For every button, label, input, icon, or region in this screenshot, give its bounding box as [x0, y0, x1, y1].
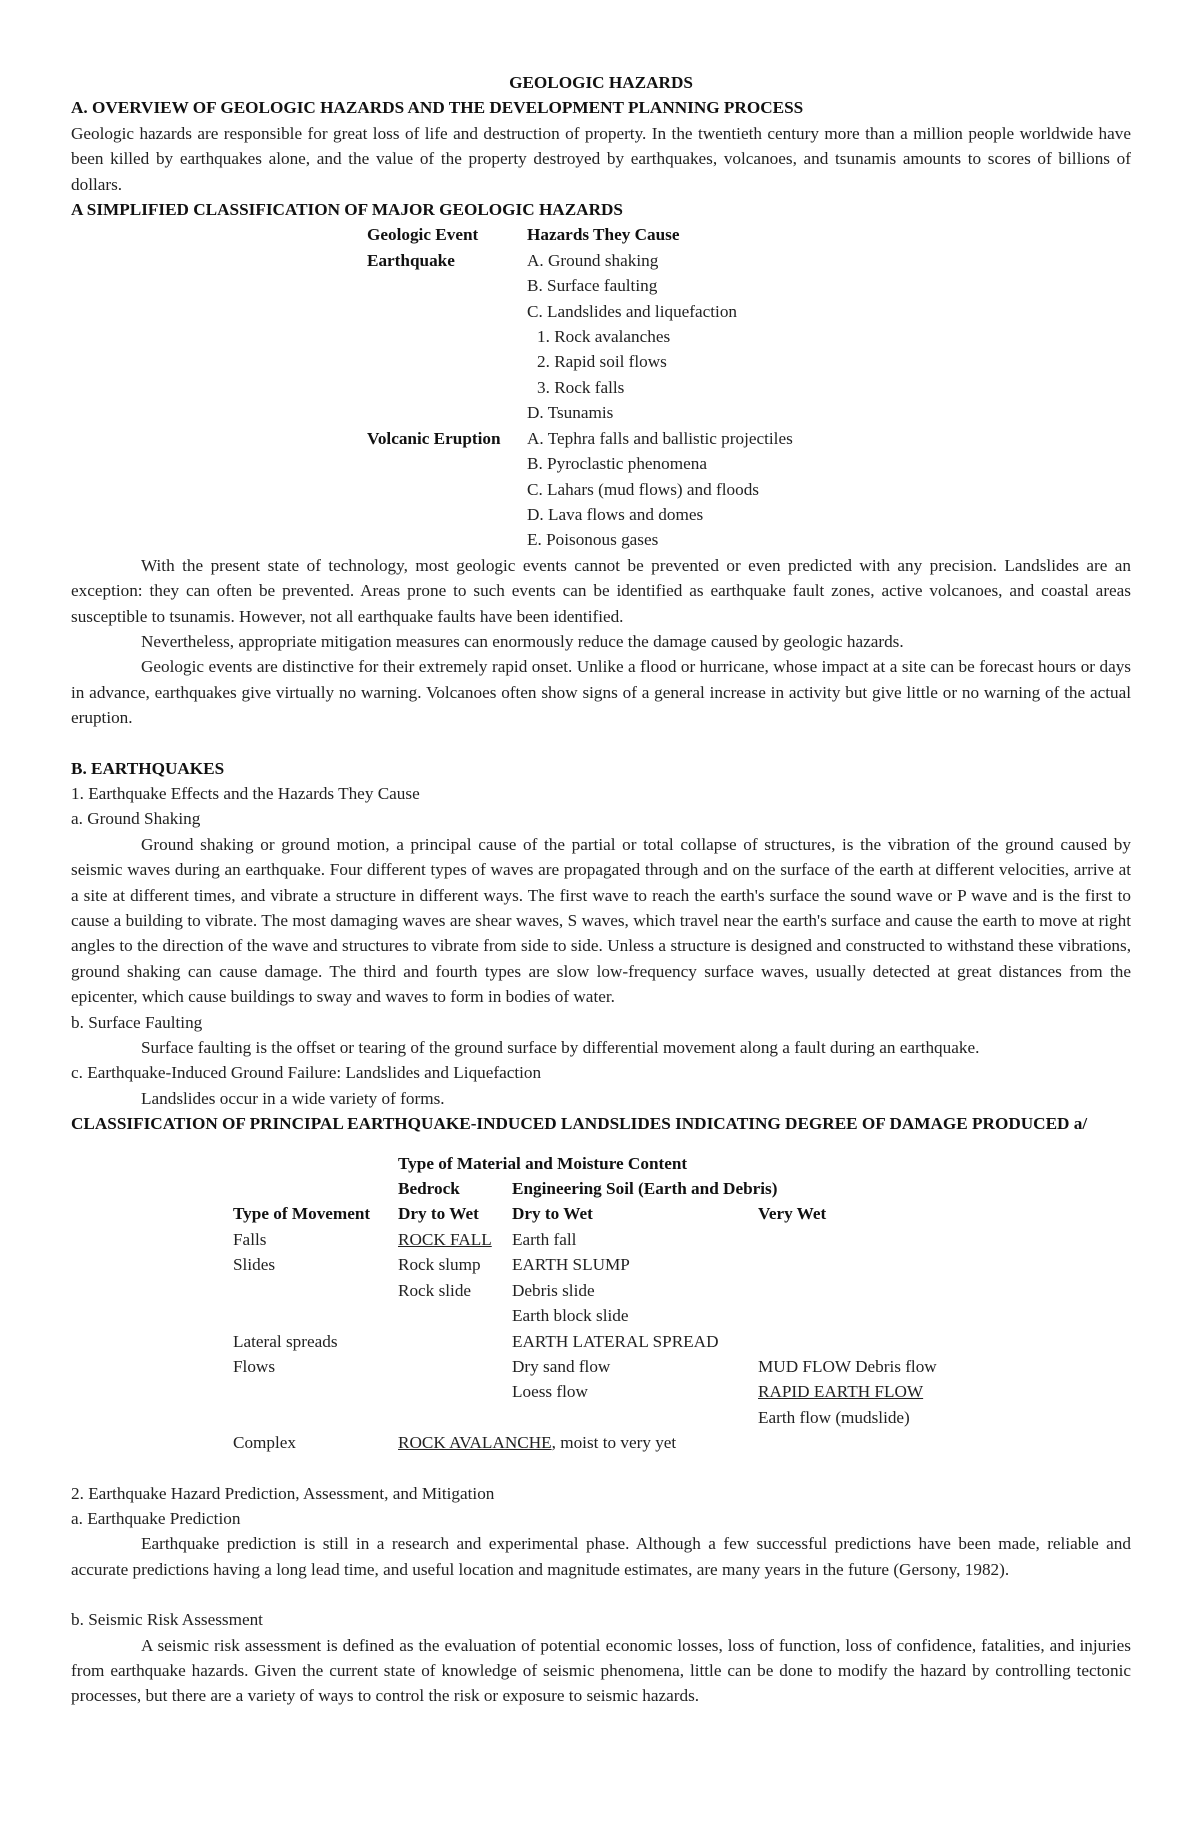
document	[71, 70, 1131, 1709]
table-header-row	[233, 1151, 1131, 1176]
hazard-row	[367, 527, 1131, 552]
paragraph: Surface faulting is the offset or tearing of the ground surface by differential movement along a fault during an earthquake.	[141, 1038, 980, 1058]
hazard-table-header	[367, 222, 1131, 247]
movement-type: Lateral spreads	[233, 1331, 338, 1351]
table-header-row	[233, 1201, 1131, 1226]
surface-faulting-title: b. Surface Faulting	[71, 1012, 203, 1032]
hazard-row	[367, 426, 1131, 451]
table-cell: Earth block slide	[512, 1306, 629, 1326]
hazard-item: A. Ground shaking	[527, 250, 659, 270]
section-b-heading: B. EARTHQUAKES	[71, 758, 225, 778]
hazard-row	[367, 502, 1131, 527]
classification-heading: A SIMPLIFIED CLASSIFICATION OF MAJOR GEOLOGIC HAZARDS	[71, 200, 623, 220]
event-volcanic-eruption: Volcanic Eruption	[367, 428, 501, 448]
hazard-row	[367, 299, 1131, 324]
section-a-intro: Geologic hazards are responsible for great loss of life and destruction of property. In the twentieth century more than a million people worldwide have been killed by earthquakes alone, and the value of the property destroyed by earthquakes, volcanoes, and tsunamis amounts to scores of billions of dollars.	[71, 123, 1131, 194]
hazard-item: D. Tsunamis	[527, 403, 614, 423]
subsection-heading: 2. Earthquake Hazard Prediction, Assessment, and Mitigation	[71, 1483, 495, 1503]
hazard-row	[367, 248, 1131, 273]
paragraph: Nevertheless, appropriate mitigation measures can enormously reduce the damage caused by geologic hazards.	[141, 631, 904, 651]
table-row	[233, 1329, 1131, 1354]
table-cell: Earth fall	[512, 1229, 577, 1249]
table-cell: Rock slide	[398, 1280, 472, 1300]
table-cell: Rock slump	[398, 1255, 481, 1275]
seismic-risk-title: b. Seismic Risk Assessment	[71, 1610, 263, 1630]
hazard-subitem: 1. Rock avalanches	[537, 327, 671, 347]
landslide-table	[233, 1151, 1131, 1456]
hazard-row	[367, 400, 1131, 425]
paragraph: Ground shaking or ground motion, a principal cause of the partial or total collapse of structures, is the vibration of the ground caused by seismic waves during an earthquake. Four different types of waves are propagated through and on the surface of the earth at different velocities, arrive at a site at different times, and vibrate a structure in different ways. The first wave to reach the earth's surface the sound wave or P wave and is the first to cause a building to vibrate. The most damaging waves are shear waves, S waves, which travel near the earth's surface and cause the earth to move at right angles to the direction of the wave and structures to vibrate from side to side. Unless a structure is designed and constructed to withstand these vibrations, ground shaking can cause damage. The third and fourth types are slow low-frequency surface waves, usually detected at great distances from the epicenter, which cause buildings to sway and waves to form in bodies of water.	[71, 834, 1131, 1007]
hazard-subitem: 2. Rapid soil flows	[537, 352, 667, 372]
movement-type: Slides	[233, 1255, 276, 1275]
header-dry-to-wet: Dry to Wet	[398, 1204, 479, 1224]
section-a-heading: A. OVERVIEW OF GEOLOGIC HAZARDS AND THE DEVELOPMENT PLANNING PROCESS	[71, 98, 804, 118]
header-bedrock: Bedrock	[398, 1179, 460, 1199]
hazard-item: A. Tephra falls and ballistic projectiles	[527, 428, 793, 448]
subsection-heading: 1. Earthquake Effects and the Hazards They Cause	[71, 783, 420, 803]
table-cell: RAPID EARTH FLOW	[758, 1382, 924, 1402]
table-row	[233, 1379, 1131, 1404]
table-cell: Earth flow (mudslide)	[758, 1407, 910, 1427]
ground-failure-title: c. Earthquake-Induced Ground Failure: Landslides and Liquefaction	[71, 1063, 542, 1083]
table-row	[233, 1430, 1131, 1455]
header-engineering-soil: Engineering Soil (Earth and Debris)	[512, 1179, 778, 1199]
paragraph: Geologic events are distinctive for their extremely rapid onset. Unlike a flood or hurricane, whose impact at a site can be forecast hours or days in advance, earthquakes give virtually no warning. Volcanoes often show signs of a general increase in activity but give little or no warning of the actual eruption.	[71, 657, 1131, 728]
hazard-row	[367, 349, 1131, 374]
paragraph: Earthquake prediction is still in a research and experimental phase. Although a few successful predictions have been made, reliable and accurate predictions having a long lead time, and useful location and magnitude estimates, are many years in the future (Gersony, 1982).	[71, 1534, 1131, 1579]
table-cell: Loess flow	[512, 1382, 588, 1402]
hazard-row	[367, 273, 1131, 298]
table-cell: Dry sand flow	[512, 1356, 611, 1376]
header-very-wet: Very Wet	[758, 1204, 827, 1224]
movement-type: Falls	[233, 1229, 267, 1249]
col-geologic-event: Geologic Event	[367, 225, 479, 245]
table-row	[233, 1405, 1131, 1430]
event-earthquake: Earthquake	[367, 250, 455, 270]
table-row	[233, 1252, 1131, 1277]
header-dry-to-wet: Dry to Wet	[512, 1204, 593, 1224]
document-title: GEOLOGIC HAZARDS	[509, 73, 693, 92]
hazard-item: E. Poisonous gases	[527, 530, 659, 550]
col-hazards: Hazards They Cause	[527, 225, 680, 245]
hazard-classification-table	[367, 222, 1131, 552]
table-header-row	[233, 1176, 1131, 1201]
earthquake-prediction-title: a. Earthquake Prediction	[71, 1508, 241, 1528]
table-cell: Debris slide	[512, 1280, 595, 1300]
ground-shaking-title: a. Ground Shaking	[71, 809, 201, 829]
hazard-row	[367, 477, 1131, 502]
table-cell: MUD FLOW Debris flow	[758, 1356, 937, 1376]
table-cell	[398, 1430, 676, 1455]
hazard-item: B. Pyroclastic phenomena	[527, 454, 707, 474]
paragraph: Landslides occur in a wide variety of forms.	[141, 1088, 445, 1108]
hazard-item: C. Lahars (mud flows) and floods	[527, 479, 759, 499]
hazard-row	[367, 375, 1131, 400]
hazard-row	[367, 324, 1131, 349]
rock-avalanche-text: ROCK AVALANCHE	[398, 1433, 552, 1453]
table-row	[233, 1354, 1131, 1379]
table-cell: EARTH LATERAL SPREAD	[512, 1331, 719, 1351]
table-row	[233, 1303, 1131, 1328]
landslide-table-heading: CLASSIFICATION OF PRINCIPAL EARTHQUAKE-INDUCED LANDSLIDES INDICATING DEGREE OF DAMAGE PRODUCED a/	[71, 1114, 1088, 1134]
paragraph: A seismic risk assessment is defined as the evaluation of potential economic losses, loss of function, loss of confidence, fatalities, and injuries from earthquake hazards. Given the current state of knowledge of seismic phenomena, little can be done to modify the hazard by controlling tectonic processes, but there are a variety of ways to control the risk or exposure to seismic hazards.	[71, 1635, 1131, 1706]
table-row	[233, 1227, 1131, 1252]
hazard-item: D. Lava flows and domes	[527, 504, 704, 524]
hazard-item: B. Surface faulting	[527, 276, 658, 296]
movement-type: Flows	[233, 1356, 276, 1376]
table-cell: ROCK FALL	[398, 1229, 492, 1249]
hazard-subitem: 3. Rock falls	[537, 377, 625, 397]
header-material: Type of Material and Moisture Content	[398, 1153, 688, 1173]
complex-rest-text: , moist to very yet	[551, 1433, 677, 1453]
movement-type: Complex	[233, 1433, 297, 1453]
hazard-item: C. Landslides and liquefaction	[527, 301, 738, 321]
header-type-of-movement: Type of Movement	[233, 1204, 371, 1224]
table-cell: EARTH SLUMP	[512, 1255, 630, 1275]
paragraph: With the present state of technology, most geologic events cannot be prevented or even predicted with any precision. Landslides are an exception: they can often be prevented. Areas prone to such events can be identified as earthquake fault zones, active volcanoes, and coastal areas susceptible to tsunamis. However, not all earthquake faults have been identified.	[71, 555, 1131, 626]
hazard-row	[367, 451, 1131, 476]
table-row	[233, 1278, 1131, 1303]
